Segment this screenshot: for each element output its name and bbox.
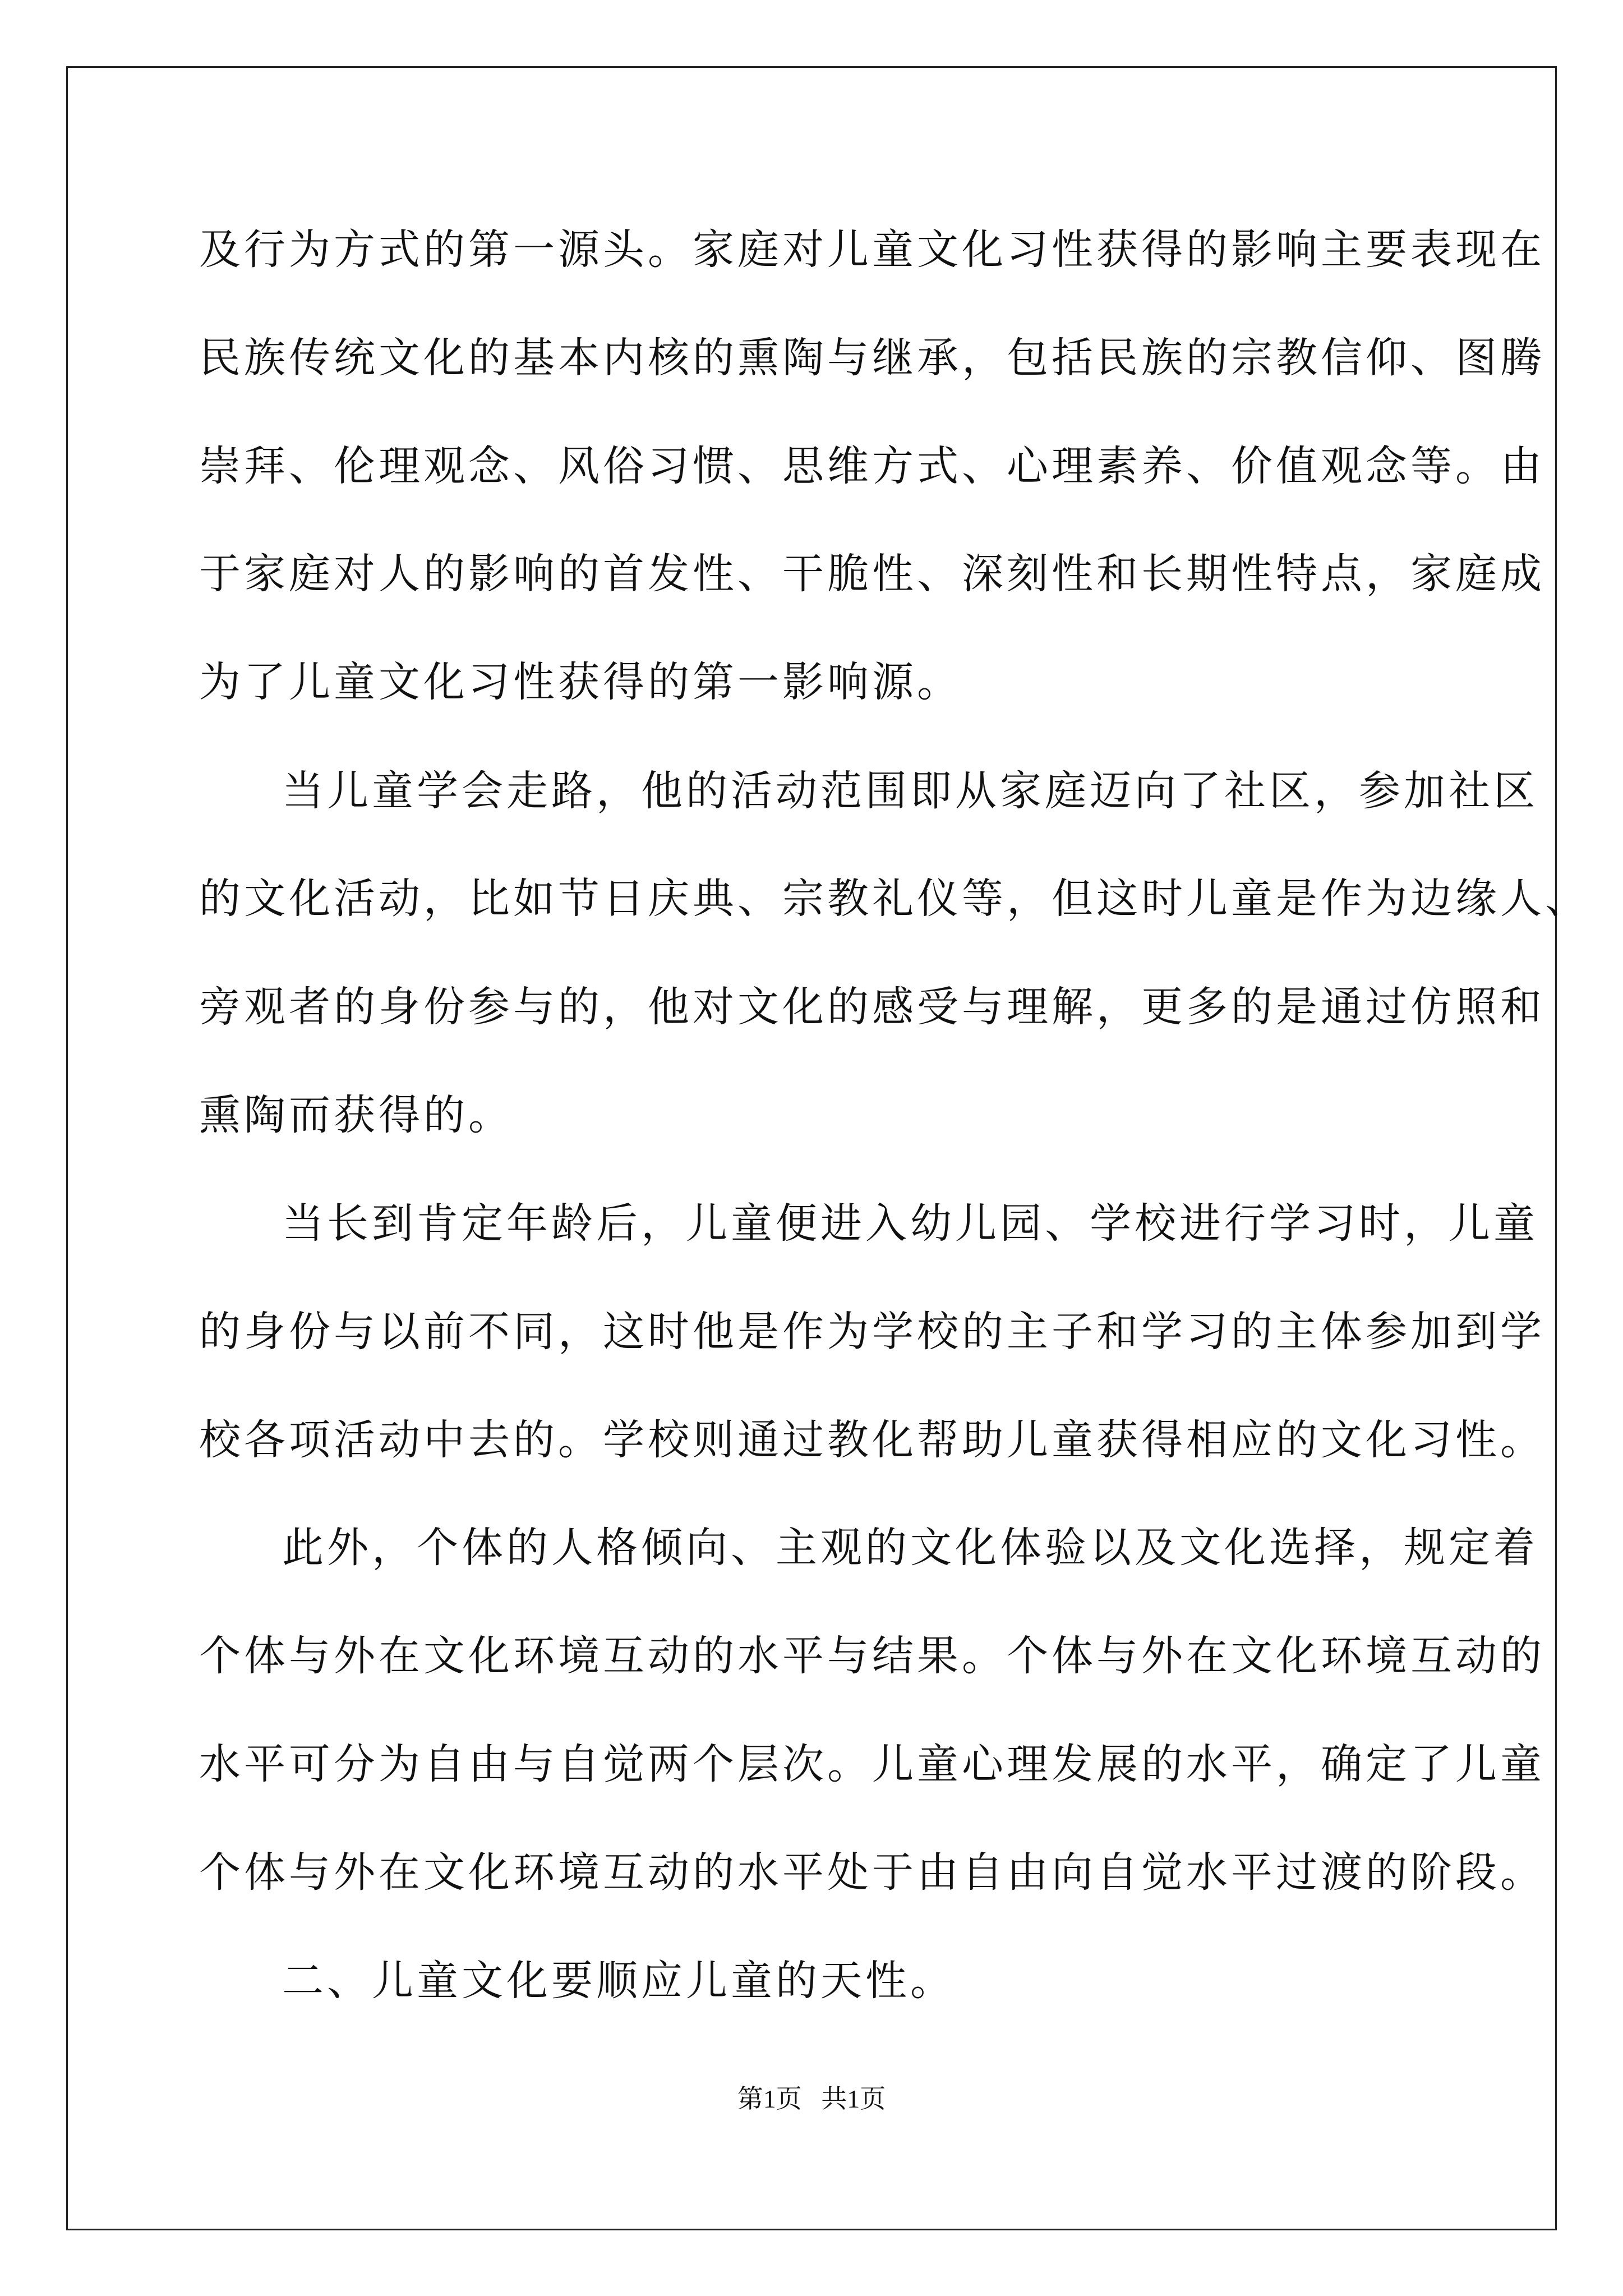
- text-line: 个体与外在文化环境互动的水平处于由自由向自觉水平过渡的阶段。: [199, 1848, 1545, 1897]
- text-line: 及行为方式的第一源头。家庭对儿童文化习性获得的影响主要表现在: [199, 226, 1545, 274]
- text-line: 校各项活动中去的。学校则通过教化帮助儿童获得相应的文化习性。: [199, 1416, 1545, 1464]
- text-line: 个体与外在文化环境互动的水平与结果。个体与外在文化环境互动的: [199, 1632, 1545, 1680]
- text-line: 此外，个体的人格倾向、主观的文化体验以及文化选择，规定着: [282, 1524, 1538, 1572]
- text-line: 崇拜、伦理观念、风俗习惯、思维方式、心理素养、价值观念等。由: [199, 442, 1545, 490]
- text-line: 当长到肯定年龄后，儿童便进入幼儿园、学校进行学习时，儿童: [282, 1199, 1538, 1248]
- text-line: 为了儿童文化习性获得的第一影响源。: [199, 658, 962, 706]
- text-line: 水平可分为自由与自觉两个层次。儿童心理发展的水平，确定了儿童: [199, 1740, 1545, 1788]
- page-border: [66, 66, 1557, 2230]
- text-line: 熏陶而获得的。: [199, 1091, 513, 1139]
- text-line: 旁观者的身份参与的，他对文化的感受与理解，更多的是通过仿照和: [199, 983, 1545, 1031]
- text-line: 的文化活动，比如节日庆典、宗教礼仪等，但这时儿童是作为边缘人、: [199, 875, 1590, 923]
- text-line: 于家庭对人的影响的首发性、干脆性、深刻性和长期性特点，家庭成: [199, 550, 1545, 598]
- text-line: 民族传统文化的基本内核的熏陶与继承，包括民族的宗教信仰、图腾: [199, 334, 1545, 382]
- text-line: 的身份与以前不同，这时他是作为学校的主子和学习的主体参加到学: [199, 1308, 1545, 1356]
- text-line: 当儿童学会走路，他的活动范围即从家庭迈向了社区，参加社区: [282, 767, 1538, 815]
- page-number-footer: 第1页 共1页: [737, 2085, 886, 2113]
- section-heading: 二、儿童文化要顺应儿童的天性。: [282, 1957, 955, 2005]
